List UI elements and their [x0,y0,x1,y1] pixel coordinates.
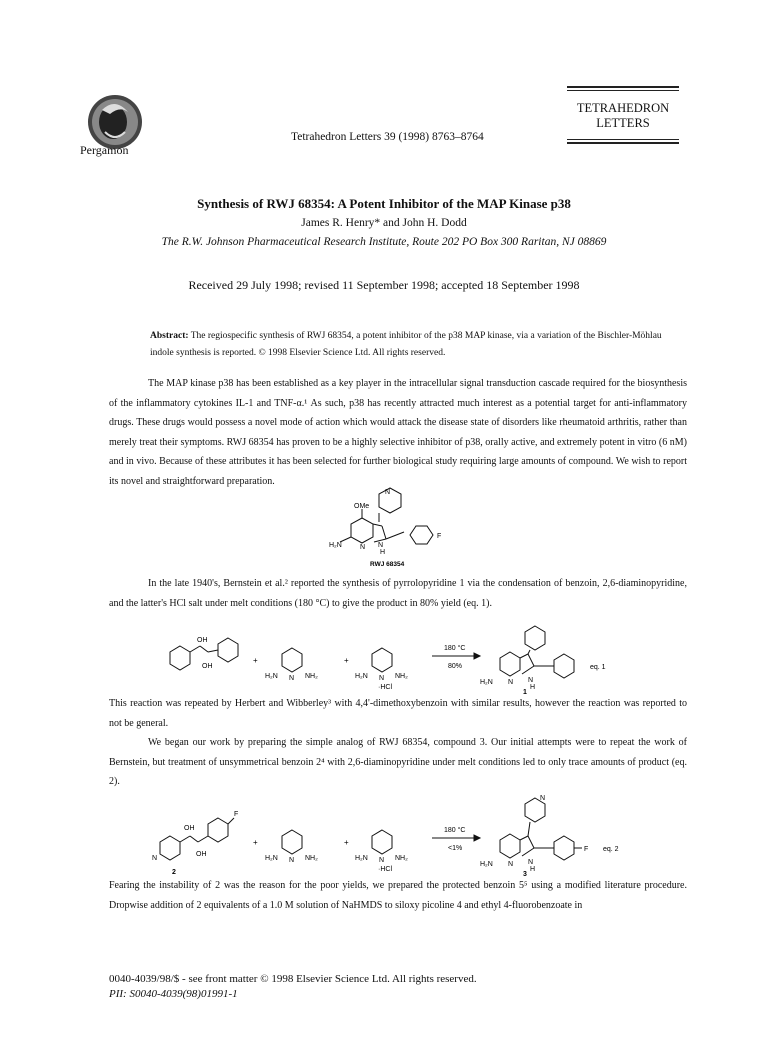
eq2-label: eq. 2 [603,846,619,853]
eq2-n-reactant: N [152,855,158,862]
eq2-h2n-a: H₂N [265,855,278,862]
eq2-h-p: H [530,866,536,873]
equation-1-scheme [150,618,650,694]
paragraph-1: The MAP kinase p38 has been established as a key player in the intracellular signal transduction cascade required for the biosynthesis of the inflammatory cytokines IL-1 and TNF-α.¹ As such, p38 has recently attracted much interest as a potential target for anti-inflammatory drugs. These drugs would possess a novel mode of action which would attack the disease state of disorders like rheumatoid arthritis, rather than merely treat their symptoms. RWJ 68354 has proven to be a highly selective inhibitor of p38, orally active, and extremely potent in vitro (6 nM) and in vivo. Because of these attributes it has been selected for further biological study requiring large amounts of compound. We wish to report its novel and straightforward preparation. [109,378,687,487]
eq1-hcl: ·HCl [378,684,392,691]
eq1-oh1: OH [197,637,208,644]
eq2-compound-3: 3 [523,871,527,876]
eq2-n-p1: N [508,861,514,868]
rwj-n2: N [378,542,384,549]
eq2-oh2: OH [196,851,207,858]
eq1-nh2-a: NH₂ [305,673,318,680]
rwj-h: H [380,549,386,556]
bottom-rule-thin [567,139,679,140]
eq1-h2n-b: H₂N [355,673,368,680]
eq2-compound-2: 2 [172,869,176,876]
eq1-h2n-p: H₂N [480,679,493,686]
eq1-n-b: N [379,675,385,682]
rwj-68354-structure [300,482,480,568]
journal-title-box [567,86,679,146]
eq1-plus2: + [344,656,349,665]
bottom-rule [567,142,679,144]
eq1-n-p2: N [528,677,534,684]
journal-title-line1: TETRAHEDRON [576,101,670,115]
abstract [150,328,670,362]
publisher-name: Pergamon [80,143,129,157]
eq1-oh2: OH [202,663,213,670]
eq2-n-top: N [540,795,546,802]
top-rule-thin [567,90,679,91]
paragraph-3: This reaction was repeated by Herbert and Wibberley³ with 4,4'-dimethoxybenzoin with similar results, however the reaction was reported to not be general. [109,698,687,729]
eq2-f-product: F [584,846,589,853]
eq1-label: eq. 1 [590,664,606,671]
eq1-temp: 180 °C [444,645,466,652]
eq2-n-b: N [379,857,385,864]
eq1-plus1: + [253,656,258,665]
journal-citation: Tetrahedron Letters 39 (1998) 8763–8764 [291,131,484,143]
paragraph-4: We began our work by preparing the simple analog of RWJ 68354, compound 3. Our initial attempts were to repeat the work of Bernstein, but treatment of unsymmetrical benzoin 2⁴ with 2,6-diaminopyridine under melt conditions led to only trace amounts of product (eq. 2). [109,737,687,787]
footer [109,972,477,1002]
eq2-yield: <1% [448,845,463,852]
eq2-h2n-p: H₂N [480,861,493,868]
rwj-n-top: N [385,489,391,496]
top-rule [567,86,679,88]
eq1-compound-number: 1 [523,689,527,694]
article-title: Synthesis of RWJ 68354: A Potent Inhibitor of the MAP Kinase p38 [197,196,571,211]
eq1-yield: 80% [448,663,463,670]
eq2-n-p2: N [528,859,534,866]
eq2-nh2-b: NH₂ [395,855,408,862]
eq1-n-a: N [289,675,295,682]
eq1-nh2-b: NH₂ [395,673,408,680]
article-affiliation: The R.W. Johnson Pharmaceutical Research Institute, Route 202 PO Box 300 Raritan, NJ 08869 [161,236,607,248]
rwj-h2n: H₂N [329,542,342,549]
rwj-ome: OMe [354,503,370,510]
paragraph-5: Fearing the instability of 2 was the reason for the poor yields, we prepared the protected benzoin 5⁵ using a modified literature procedure. Dropwise addition of 2 equivalents of a 1.0 M solution of NaHMDS to siloxy picoline 4 and ethyl 4-fluorobenzoate in [109,880,687,911]
eq2-plus2: + [344,838,349,847]
rwj-n1: N [360,544,366,551]
eq2-h2n-b: H₂N [355,855,368,862]
journal-title [567,93,679,139]
eq2-n-a: N [289,857,295,864]
abstract-label: Abstract: [150,331,189,341]
paragraph-2: In the late 1940's, Bernstein et al.² reported the synthesis of pyrrolopyridine 1 via the condensation of benzoin, 2,6-diaminopyridine, and the latter's HCl salt under melt conditions (180 °C) to give the product in 80% yield (eq. 1). [109,578,687,609]
eq1-h-p: H [530,684,536,691]
eq1-h2n-a: H₂N [265,673,278,680]
footer-copyright: 0040-4039/98/$ - see front matter © 1998 Elsevier Science Ltd. All rights reserved. [109,973,477,985]
journal-title-line2: LETTERS [596,116,650,130]
eq2-hcl: ·HCl [378,866,392,873]
rwj-f: F [437,533,442,540]
rwj-caption: RWJ 68354 [370,561,405,568]
eq1-n-p1: N [508,679,514,686]
eq2-f-reactant: F [234,811,239,818]
eq2-oh1: OH [184,825,195,832]
equation-2-scheme [150,794,650,876]
received-dates: Received 29 July 1998; revised 11 September 1998; accepted 18 September 1998 [188,278,580,292]
abstract-text: The regiospecific synthesis of RWJ 68354, a potent inhibitor of the p38 MAP kinase, via a variation of the Bischler-Möhlau indole synthesis is reported. © 1998 Elsevier Science Ltd. All rights reserved. [150,331,662,358]
footer-pii: PII: S0040-4039(98)01991-1 [109,988,238,1000]
eq2-temp: 180 °C [444,827,466,834]
eq2-nh2-a: NH₂ [305,855,318,862]
eq2-plus1: + [253,838,258,847]
article-authors: James R. Henry* and John H. Dodd [301,217,467,229]
